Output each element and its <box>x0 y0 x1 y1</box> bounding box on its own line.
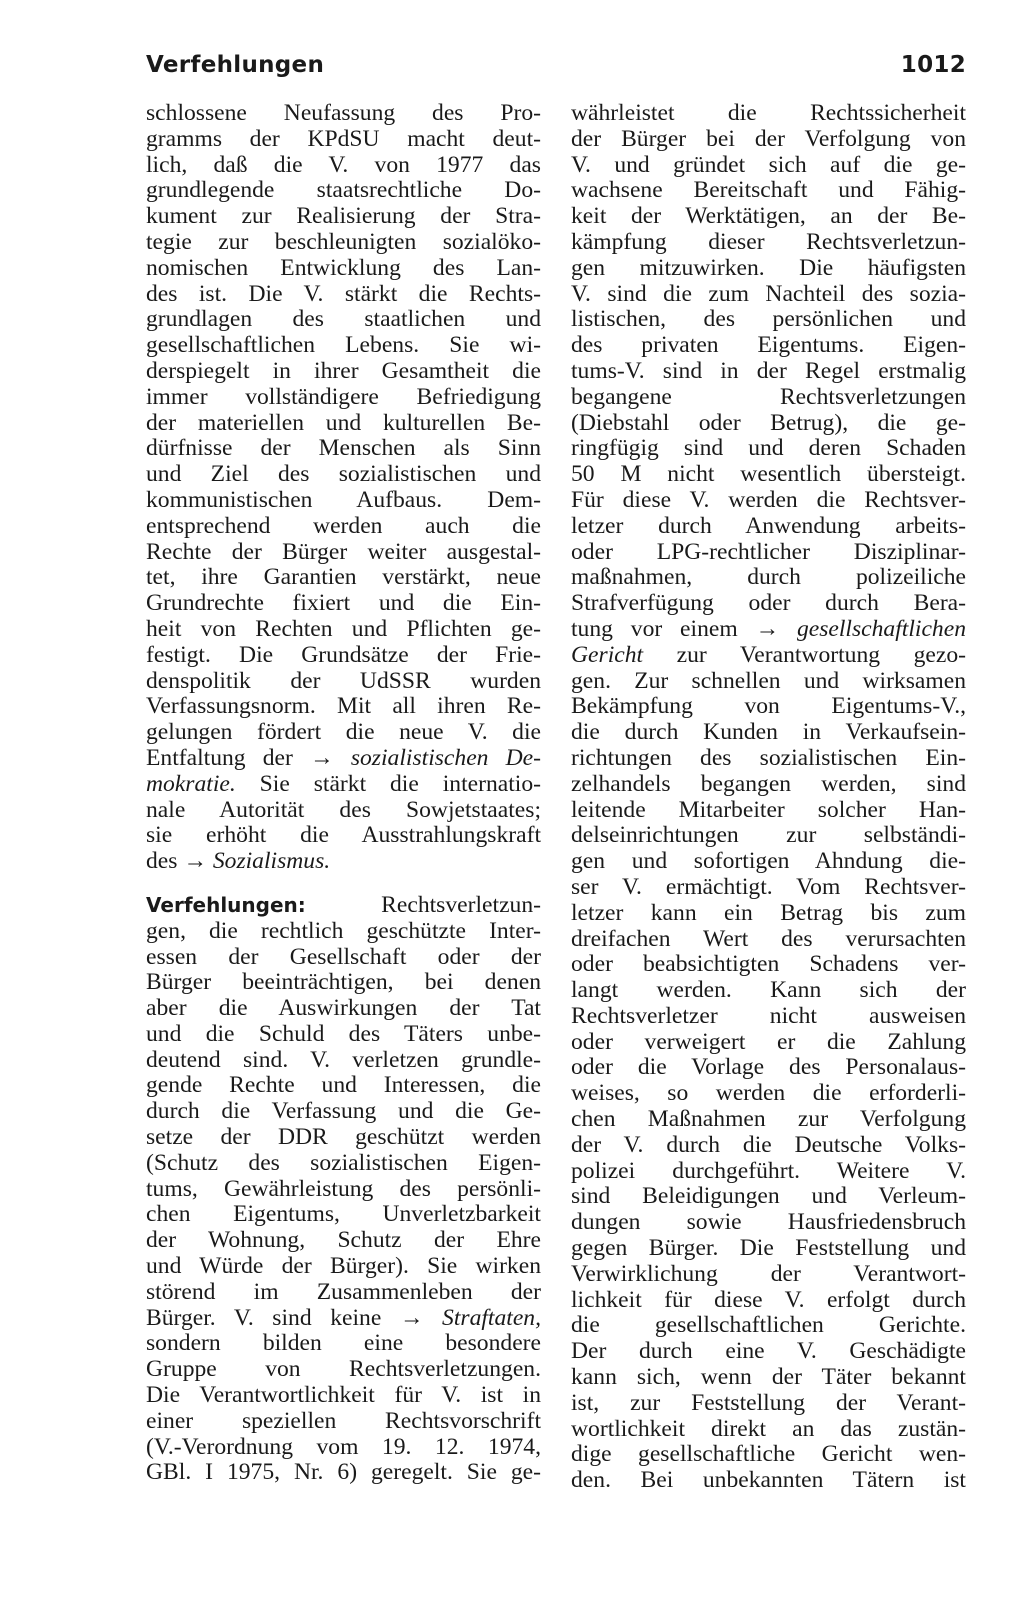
text-line: des → Sozialismus. <box>146 849 331 875</box>
text-line: störend im Zusammenleben der <box>146 1279 541 1305</box>
text-line: (V.-Verordnung vom 19. 12. 1974, <box>146 1434 541 1460</box>
text-line: kann sich, wenn der Täter bekannt <box>571 1365 966 1391</box>
text-line: letzer kann ein Betrag bis zum <box>571 900 966 926</box>
text-line: polizei durchgeführt. Weitere V. <box>571 1158 966 1184</box>
entry-body-continued <box>571 101 966 617</box>
text-line: gramms der KPdSU macht deut- <box>146 126 541 152</box>
text-line: langt werden. Kann sich der <box>571 978 966 1004</box>
text-line: Verwirklichung der Verantwort- <box>571 1261 966 1287</box>
text-line: V. und gründet sich auf die ge- <box>571 152 966 178</box>
text-line: zelhandels begangen werden, sind <box>571 771 966 797</box>
text-line: denspolitik der UdSSR wurden <box>146 668 541 694</box>
text-line: sondern bilden eine besondere <box>146 1331 541 1357</box>
text-line: schlossene Neufassung des Pro- <box>146 101 541 126</box>
text-line: oder die Vorlage des Personalaus- <box>571 1055 966 1081</box>
text-line: gegen Bürger. Die Feststellung und <box>571 1236 966 1262</box>
text-line: ringfügig sind und deren Schaden <box>571 436 966 462</box>
text-line: gen mitzuwirken. Die häufigsten <box>571 255 966 281</box>
entry-body-tail <box>146 1331 541 1486</box>
text-line: Strafverfügung oder durch Bera- <box>571 591 966 617</box>
text-line: Gericht zur Verantwortung gezo- <box>571 642 966 668</box>
running-header <box>146 52 966 88</box>
text-line: Der durch eine V. Geschädigte <box>571 1339 966 1365</box>
text-line: kommunistischen Aufbaus. Dem- <box>146 487 541 513</box>
text-line: setze der DDR geschützt werden <box>146 1125 541 1151</box>
text-line: Grundrechte fixiert und die Ein- <box>146 591 541 617</box>
text-line: oder LPG-rechtlicher Disziplinar- <box>571 539 966 565</box>
text-line: Entfaltung der → sozialistischen De- <box>146 745 541 771</box>
cross-reference-link[interactable]: Straftaten, <box>442 1305 541 1331</box>
text-line: begangene Rechtsverletzungen <box>571 384 966 410</box>
text-line: V. sind die zum Nachteil des sozia- <box>571 281 966 307</box>
text-line: weises, so werden die erforderli- <box>571 1081 966 1107</box>
cross-reference-link[interactable]: Sozialismus. <box>212 849 331 875</box>
text-line: gelungen fördert die neue V. die <box>146 720 541 746</box>
entry-separator <box>146 875 541 893</box>
text-line: des ist. Die V. stärkt die Rechts- <box>146 281 541 307</box>
text-line: delseinrichtungen zur selbständi- <box>571 823 966 849</box>
text-line: ser V. ermächtigt. Vom Rechtsver- <box>571 874 966 900</box>
text-line: sie erhöht die Ausstrahlungskraft <box>146 823 541 849</box>
text-line: und die Schuld des Täters unbe- <box>146 1021 541 1047</box>
text-line: listischen, des persönlichen und <box>571 307 966 333</box>
text-line: lichkeit für diese V. erfolgt durch <box>571 1287 966 1313</box>
text-line: tums-V. sind in der Regel erstmalig <box>571 358 966 384</box>
paragraph-continuation <box>146 101 541 746</box>
text-line: grundlagen des staatlichen und <box>146 307 541 333</box>
entry-body-continued <box>571 669 966 1495</box>
text-line: essen der Gesellschaft oder der <box>146 944 541 970</box>
text-line: Rechtsverletzer nicht ausweisen <box>571 1003 966 1029</box>
text-line: richtungen des sozialistischen Ein- <box>571 745 966 771</box>
text-line: gen, die rechtlich geschützte Inter- <box>146 918 541 944</box>
text-line: Für diese V. werden die Rechtsver- <box>571 487 966 513</box>
text-line: kument zur Realisierung der Stra- <box>146 204 541 230</box>
text-line: Bekämpfung von Eigentums-V., <box>571 694 966 720</box>
text-line: die gesellschaftlichen Gerichte. <box>571 1313 966 1339</box>
text-line: wachsene Bereitschaft und Fähig- <box>571 178 966 204</box>
text-line: gesellschaftlichen Lebens. Sie wi- <box>146 333 541 359</box>
text-line: der Bürger bei der Verfolgung von <box>571 126 966 152</box>
text-line: tegie zur beschleunigten sozialöko- <box>146 229 541 255</box>
text-line: (Diebstahl oder Betrug), die ge- <box>571 410 966 436</box>
text-line: dungen sowie Hausfriedensbruch <box>571 1210 966 1236</box>
page-number: 1012 <box>900 52 966 78</box>
paragraph-tail <box>146 798 541 850</box>
text-line: leitende Mitarbeiter solcher Han- <box>571 797 966 823</box>
text-line: kämpfung dieser Rechtsverletzun- <box>571 229 966 255</box>
text-line: Bürger. V. sind keine → Straftaten, <box>146 1305 541 1331</box>
text-line: chen Eigentums, Unverletzbarkeit <box>146 1202 541 1228</box>
text-line: dige gesellschaftliche Gericht wen- <box>571 1442 966 1468</box>
text-line: letzer durch Anwendung arbeits- <box>571 513 966 539</box>
text-line: Bürger beeinträchtigen, bei denen <box>146 970 541 996</box>
text-line: GBl. I 1975, Nr. 6) geregelt. Sie ge- <box>146 1460 541 1486</box>
text-line: deutend sind. V. verletzen grundle- <box>146 1047 541 1073</box>
text-line: und Ziel des sozialistischen und <box>146 462 541 488</box>
text-line: festigt. Die Grundsätze der Frie- <box>146 642 541 668</box>
text-line: einer speziellen Rechtsvorschrift <box>146 1408 541 1434</box>
text-line: der materiellen und kulturellen Be- <box>146 410 541 436</box>
right-column <box>571 101 966 1494</box>
cross-reference-link[interactable]: gesellschaftlichen <box>796 616 966 642</box>
text-line: lich, daß die V. von 1977 das <box>146 152 541 178</box>
text-line: gende Rechte und Interessen, die <box>146 1073 541 1099</box>
header-keyword: Verfehlungen <box>146 52 325 78</box>
text-line: nomischen Entwicklung des Lan- <box>146 255 541 281</box>
text-line: dreifachen Wert des verursachten <box>571 926 966 952</box>
entry-body <box>146 919 541 1306</box>
cross-reference-link[interactable]: sozialistischen De- <box>350 745 541 771</box>
text-line: gen und sofortigen Ahndung die- <box>571 849 966 875</box>
cross-reference-link[interactable]: mokratie. <box>146 771 236 797</box>
text-line: Gruppe von Rechtsverletzungen. <box>146 1357 541 1383</box>
text-line: die durch Kunden in Verkaufsein- <box>571 720 966 746</box>
text-line: aber die Auswirkungen der Tat <box>146 996 541 1022</box>
text-line: des privaten Eigentums. Eigen- <box>571 333 966 359</box>
text-line: gen. Zur schnellen und wirksamen <box>571 668 966 694</box>
text-line: derspiegelt in ihrer Gesamtheit die <box>146 358 541 384</box>
text-line: immer vollständigere Befriedigung <box>146 384 541 410</box>
text-line: keit der Werktätigen, an der Be- <box>571 204 966 230</box>
text-line: und Würde der Bürger). Sie wirken <box>146 1254 541 1280</box>
text-line: mokratie. Sie stärkt die internatio- <box>146 771 541 797</box>
text-line: grundlegende staatsrechtliche Do- <box>146 178 541 204</box>
text-line: 50 M nicht wesentlich übersteigt. <box>571 462 966 488</box>
left-column <box>146 101 541 1486</box>
text-line: durch die Verfassung und die Ge- <box>146 1099 541 1125</box>
text-line: währleistet die Rechtssicherheit <box>571 101 966 126</box>
dictionary-entry <box>146 893 541 1486</box>
text-line: oder verweigert er die Zahlung <box>571 1029 966 1055</box>
text-line: nale Autorität des Sowjetstaates; <box>146 797 541 823</box>
text-line: sind Beleidigungen und Verleum- <box>571 1184 966 1210</box>
text-line: maßnahmen, durch polizeiliche <box>571 565 966 591</box>
text-line: entsprechend werden auch die <box>146 513 541 539</box>
text-line: dürfnisse der Menschen als Sinn <box>146 436 541 462</box>
text-line: chen Maßnahmen zur Verfolgung <box>571 1107 966 1133</box>
text-line: Rechte der Bürger weiter ausgestal- <box>146 539 541 565</box>
text-line: (Schutz des sozialistischen Eigen- <box>146 1150 541 1176</box>
text-line: tung vor einem → gesellschaftlichen <box>571 616 966 642</box>
text-line: heit von Rechten und Pflichten ge- <box>146 616 541 642</box>
entry-term: Verfehlungen: <box>146 892 306 917</box>
entry-first-line: Verfehlungen: Rechtsverletzun- <box>146 892 541 918</box>
text-line: der Wohnung, Schutz der Ehre <box>146 1228 541 1254</box>
text-line: Verfassungsnorm. Mit all ihren Re- <box>146 694 541 720</box>
text-line: den. Bei unbekannten Tätern ist <box>571 1468 966 1494</box>
cross-reference-link[interactable]: Gericht <box>571 642 644 668</box>
text-line: der V. durch die Deutsche Volks- <box>571 1132 966 1158</box>
text-line: wortlichkeit direkt an das zustän- <box>571 1416 966 1442</box>
text-line: tums, Gewährleistung des persönli- <box>146 1176 541 1202</box>
text-line: oder beabsichtigten Schadens ver- <box>571 952 966 978</box>
text-line: Die Verantwortlichkeit für V. ist in <box>146 1383 541 1409</box>
text-line: ist, zur Feststellung der Verant- <box>571 1390 966 1416</box>
text-line: tet, ihre Garantien verstärkt, neue <box>146 565 541 591</box>
